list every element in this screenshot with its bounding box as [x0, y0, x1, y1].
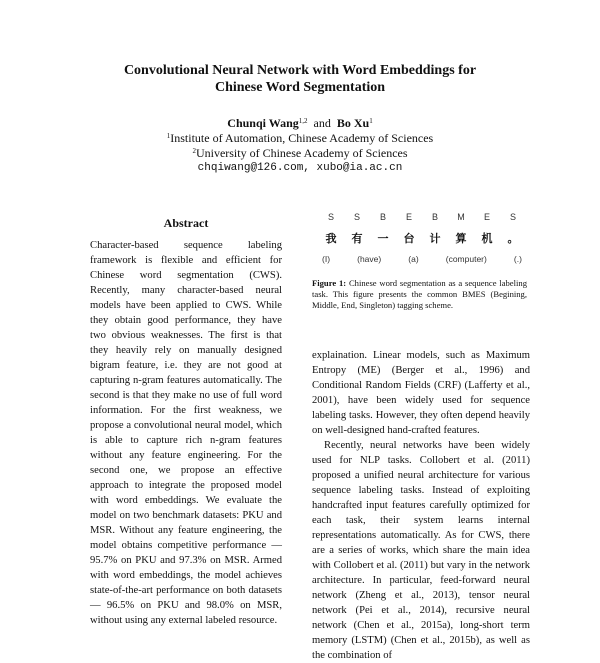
body-column-right — [312, 348, 530, 663]
chinese-char: 计 — [429, 233, 441, 245]
chinese-char: 有 — [351, 233, 363, 245]
affiliation-2-sup: 2 — [192, 147, 196, 155]
caption-text: Chinese word segmentation as a sequence labeling task. This figure presents the common BMES (Begining, Middle, End, Singleton) tagging scheme. — [312, 278, 527, 310]
author-1: Chunqi Wang — [227, 116, 299, 130]
char-row — [322, 230, 522, 246]
affiliation-1-sup: 1 — [166, 132, 171, 140]
tag-label: S — [509, 212, 516, 222]
affiliation-2-text: University of Chinese Academy of Sciences — [195, 146, 408, 160]
gloss: (.) — [513, 254, 522, 264]
tag-label: B — [379, 212, 386, 222]
figure-caption — [312, 278, 527, 311]
title-line-1: Convolutional Neural Network with Word Embeddings for — [123, 63, 477, 78]
tag-label: S — [327, 212, 334, 222]
chinese-char: 一 — [377, 233, 389, 245]
author-and: and — [313, 116, 331, 130]
caption-label: Figure 1: — [312, 278, 347, 288]
author-1-sup: 1,2 — [298, 117, 308, 125]
title-line-2: Chinese Word Segmentation — [214, 80, 386, 95]
body-paragraph-2: Recently, neural networks have been widely used for NLP tasks. Collobert et al. (2011) proposed a unified neural architecture for various sequence labeling tasks. Instead of exploiting handcrafted input features carefully optimized for each task, their system learns internal representations automatically. As for CWS, there are a series of works, which share the main idea with Collobert et al. (2011) but vary in the network architecture. In particular, feed-forward neural network (Zheng et al., 2013), tensor neural network (Pei et al., 2014), recursive neural network (Chen et al., 2015a), long-short term memory (LSTM) (Chen et al., 2015b), as well as the combination of — [312, 440, 530, 661]
gloss: (I) — [322, 254, 331, 264]
tag-label: S — [353, 212, 360, 222]
author-block — [0, 116, 600, 176]
gloss: (have) — [357, 254, 382, 264]
tag-label: B — [431, 212, 438, 222]
tag-label: M — [457, 212, 465, 222]
figure-1 — [312, 212, 527, 311]
chinese-char: 台 — [403, 233, 415, 245]
author-emails: chqiwang@126.com, xubo@ia.ac.cn — [197, 162, 403, 174]
chinese-char: 。 — [507, 233, 519, 245]
chinese-char: 机 — [481, 233, 493, 245]
affiliation-1 — [0, 131, 600, 146]
author-2: Bo Xu — [336, 116, 370, 130]
affiliation-1-text: Institute of Automation, Chinese Academy of Sciences — [170, 131, 434, 145]
affiliation-2 — [0, 146, 600, 161]
abstract-heading: Abstract — [163, 216, 209, 230]
tag-row — [322, 212, 522, 222]
body-paragraph-1: explaination. Linear models, such as Maximum Entropy (ME) (Berger et al., 1996) and Conditional Random Fields (CRF) (Lafferty et al., 2001), have been widely used for sequence labeling tasks. However, they often depend heavily on well-designed hand-crafted features. — [312, 350, 530, 436]
abstract-text: Character-based sequence labeling framework is flexible and efficient for Chinese word segmentation (CWS). Recently, many character-based neural models have been applied to CWS. While they obtain good performance, they have two obvious weaknesses. The first is that they heavily rely on manually designed bigram feature, i.e. they are not good at capturing n-gram features automatically. The second is that they make no use of full word information. For the first weakness, we propose a convolutional neural model, which is able to capture rich n-gram features without any feature engineering. For the second one, we propose an effective approach to integrate the proposed model with word embeddings. We evaluate the model on two benchmark datasets: PKU and MSR. Without any feature engineering, the model obtains competitive performance — 95.7% on PKU and 97.3% on MSR. Armed with word embeddings, the model achieves state-of-the-art performance on both datasets — 96.5% on PKU and 98.0% on MSR, without using any external labeled resource. — [90, 240, 282, 626]
gloss-row — [322, 254, 522, 264]
tag-label: E — [405, 212, 412, 222]
chinese-char: 算 — [455, 233, 467, 245]
tag-label: E — [483, 212, 490, 222]
author-2-sup: 1 — [369, 117, 373, 125]
gloss: (computer) — [445, 254, 487, 264]
chinese-char: 我 — [325, 233, 337, 245]
paper-title — [0, 62, 600, 96]
gloss: (a) — [408, 254, 419, 264]
author-names — [0, 116, 600, 131]
